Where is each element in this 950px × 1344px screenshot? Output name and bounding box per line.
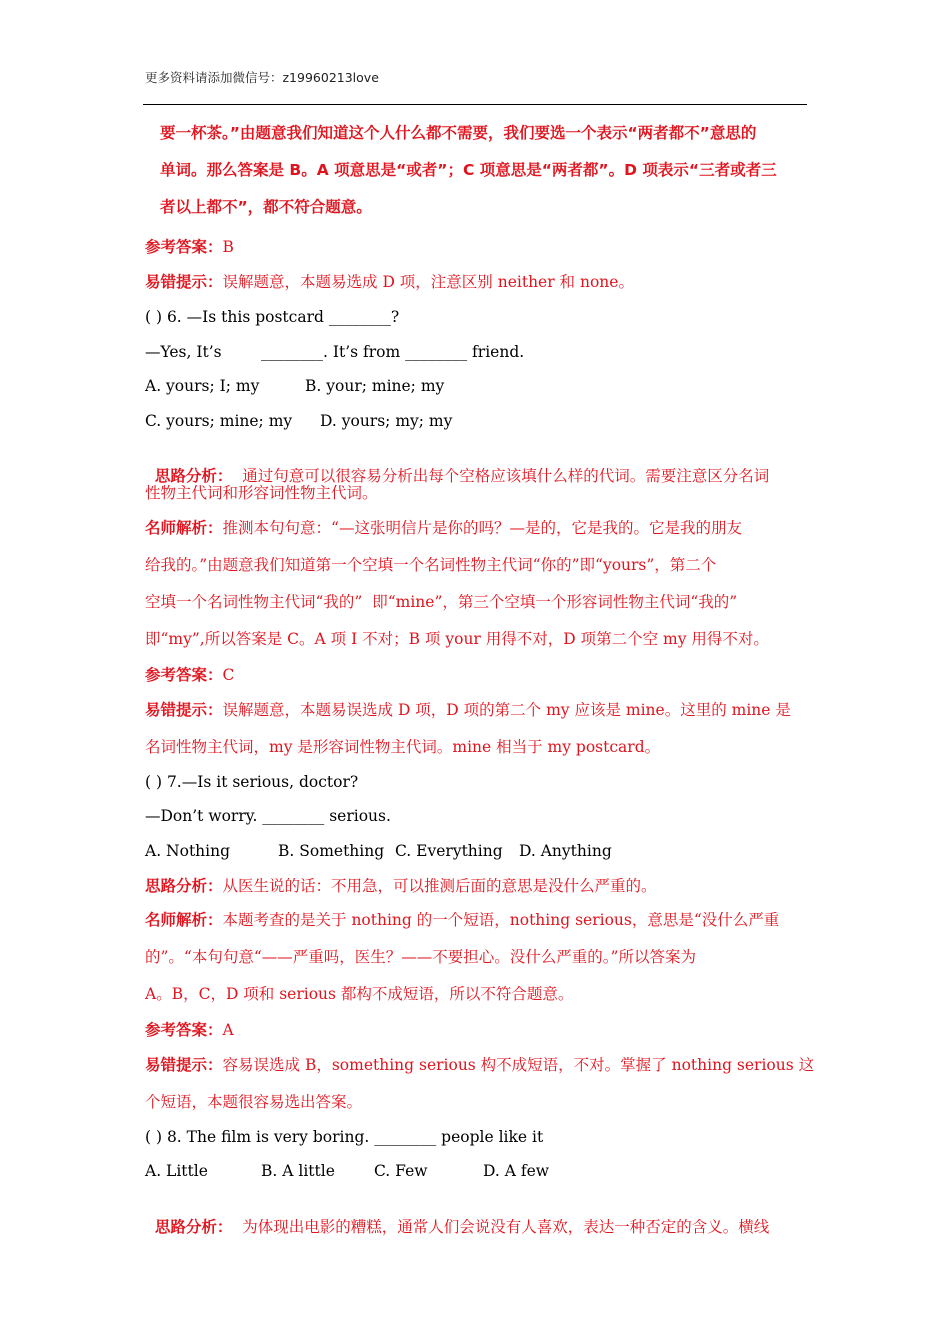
q6-tip-line-1 [145, 700, 791, 720]
q8-option-d: D. A few [483, 1162, 550, 1180]
q6-tip-line-2: 名词性物主代词，my 是形容词性物主代词。mine 相当于 my postcard。 [145, 738, 661, 756]
explain-text: 本题考查的是关于 nothing 的一个短语，nothing serious，意思是“没什么严重 [222, 911, 780, 929]
intro-line-3: 者以上都不”，都不符合题意。 [160, 198, 372, 216]
answer-label: 参考答案： [145, 665, 223, 684]
q7-explain-line-2: 的”。“本句句意“——严重吗，医生？——不要担心。没什么严重的。”所以答案为 [145, 948, 696, 966]
answer-value: B [222, 238, 234, 256]
q6-explain-line-3: 空填一个名词性物主代词“我的” 即“mine”，第三个空填一个形容词性物主代词“我的” [145, 593, 738, 611]
answer-value: C [222, 666, 235, 684]
analysis-text: 为体现出电影的糟糕，通常人们会说没有人喜欢，表达一种否定的含义。横线 [232, 1218, 770, 1236]
q6-explain-line-2: 给我的。”由题意我们知道第一个空填一个名词性物主代词“你的”即“yours”，第二个 [145, 556, 717, 574]
analysis-label: 思路分析： [154, 1217, 233, 1236]
q8-option-b: B. A little [261, 1162, 335, 1180]
q6-options-row-1 [145, 376, 805, 396]
q5-tip [145, 272, 634, 292]
q6-option-b: B. your; mine; my [305, 377, 445, 395]
intro-line-2: 单词。那么答案是 B。A 项意思是“或者”；C 项意思是“两者都”。D 项表示“三者或者三 [160, 161, 777, 179]
tip-text: 误解题意，本题易误选成 D 项，D 项的第二个 my 应该是 mine。这里的 mine 是 [222, 701, 791, 719]
tip-label: 易错提示： [145, 700, 223, 719]
q7-tip-line-2: 个短语，本题很容易选出答案。 [145, 1093, 363, 1111]
q7-explain-line-3: A。B，C，D 项和 serious 都构不成短语，所以不符合题意。 [145, 985, 574, 1003]
q6-answer [145, 665, 234, 685]
answer-label: 参考答案： [145, 1020, 223, 1039]
q6-options-row-2 [145, 411, 805, 431]
q8-stem: ( ) 8. The film is very boring. ________ people like it [145, 1128, 544, 1146]
q7-explain-line-1 [145, 910, 779, 930]
tip-text: 误解题意，本题易选成 D 项，注意区别 neither 和 none。 [222, 273, 634, 291]
q7-reply: —Don’t worry. ________ serious. [145, 807, 391, 825]
analysis-label: 思路分析： [145, 876, 223, 895]
page-header: 更多资料请添加微信号：z19960213love [145, 70, 379, 85]
q6-option-c: C. yours; mine; my [145, 412, 293, 430]
q7-option-b: B. Something [278, 842, 385, 860]
answer-label: 参考答案： [145, 237, 223, 256]
explain-label: 名师解析： [145, 518, 223, 537]
q7-analysis [145, 876, 657, 896]
header-divider [143, 104, 807, 105]
q6-option-a: A. yours; I; my [145, 377, 260, 395]
q6-analysis-line-1 [145, 446, 769, 486]
q7-option-c: C. Everything [395, 842, 503, 860]
q7-answer [145, 1020, 234, 1040]
q7-option-a: A. Nothing [145, 842, 231, 860]
q8-option-a: A. Little [145, 1162, 208, 1180]
analysis-text: 从医生说的话：不用急，可以推测后面的意思是没什么严重的。 [222, 877, 657, 895]
q7-tip-line-1 [145, 1055, 814, 1075]
q7-option-d: D. Anything [519, 842, 612, 860]
q5-answer [145, 237, 234, 257]
q6-explain-line-4: 即“my”,所以答案是 C。A 项 I 不对；B 项 your 用得不对，D 项第二个空 my 用得不对。 [145, 630, 769, 648]
q6-stem: ( ) 6. —Is this postcard ________? [145, 308, 400, 326]
explain-text: 推测本句句意：“—这张明信片是你的吗？—是的，它是我的。它是我的朋友 [222, 519, 742, 537]
q8-options [145, 1161, 805, 1181]
explain-label: 名师解析： [145, 910, 223, 929]
intro-line-1: 要一杯茶。”由题意我们知道这个人什么都不需要，我们要选一个表示“两者都不”意思的 [160, 124, 757, 142]
q7-stem: ( ) 7.—Is it serious, doctor? [145, 773, 359, 791]
answer-value: A [222, 1021, 234, 1039]
q6-reply: —Yes, It’s ________. It’s from ________ friend. [145, 343, 525, 361]
q6-option-d: D. yours; my; my [320, 412, 453, 430]
analysis-label: 思路分析： [154, 466, 233, 485]
q7-options [145, 841, 805, 861]
tip-label: 易错提示： [145, 1055, 223, 1074]
tip-text: 容易误选成 B，something serious 构不成短语，不对。掌握了 nothing serious 这 [222, 1056, 815, 1074]
analysis-text: 通过句意可以很容易分析出每个空格应该填什么样的代词。需要注意区分名词 [232, 467, 770, 485]
q6-analysis-line-2: 性物主代词和形容词性物主代词。 [145, 484, 378, 502]
q6-explain-line-1 [145, 518, 742, 538]
q8-analysis [145, 1197, 769, 1237]
tip-label: 易错提示： [145, 272, 223, 291]
q8-option-c: C. Few [374, 1162, 428, 1180]
